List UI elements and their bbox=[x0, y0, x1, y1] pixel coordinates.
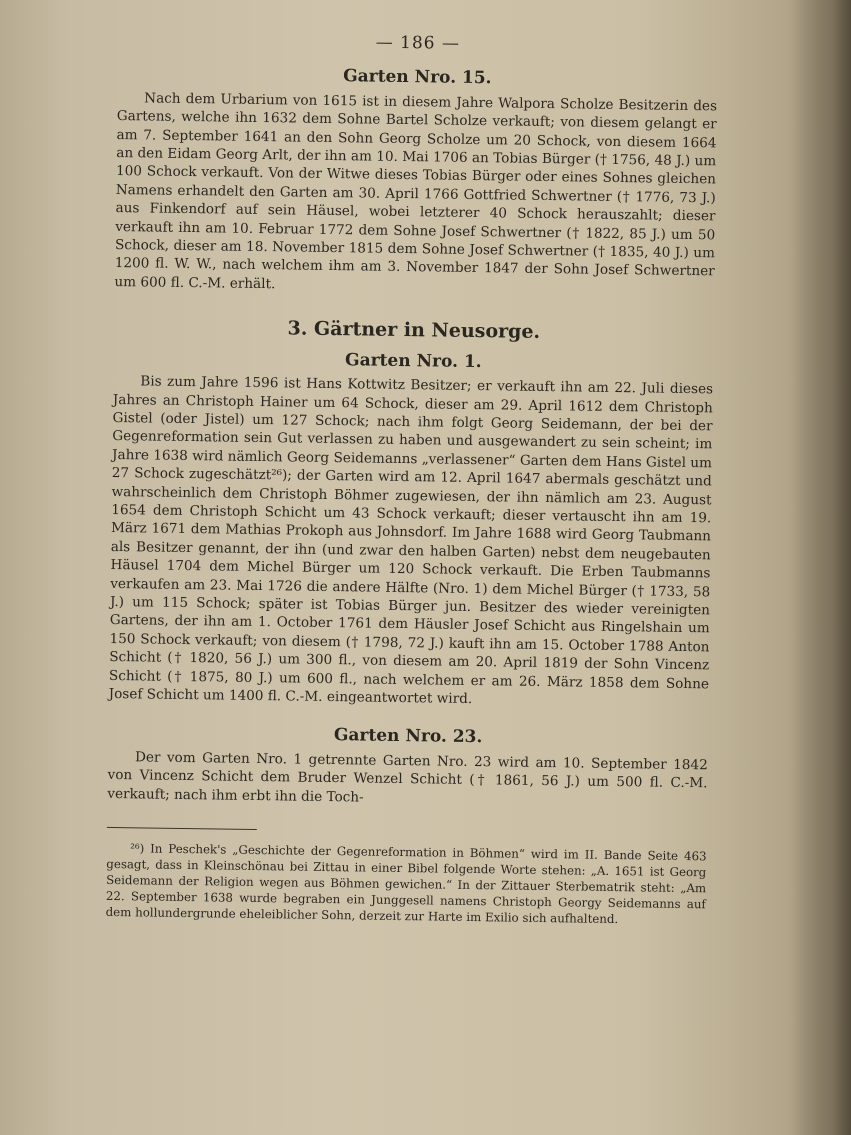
section-heading: Garten Nro. 15. bbox=[343, 66, 492, 89]
section-garten-1 bbox=[109, 348, 714, 712]
section-garten-23 bbox=[107, 723, 708, 811]
section-paragraph: Der vom Garten Nro. 1 getrennte Garten Nro. 23 wird am 10. September 1842 von Vincenz Schicht dem Bruder Wenzel Schicht († 1861, 56 J.) um 500 fl. C.-M. verkauft; nach ihm erbt ihn die Toch- bbox=[107, 749, 708, 806]
chapter-heading: 3. Gärtner in Neusorge. bbox=[287, 317, 541, 344]
section-heading: Garten Nro. 23. bbox=[333, 725, 483, 748]
section-paragraph: Bis zum Jahre 1596 ist Hans Kottwitz Besitzer; er verkauft ihn am 22. Juli dieses Jahres an Christoph Hainer um 64 Schock, dieser am 29. April 1612 dem Christoph Gistel (oder Jistel) um 127 Schock; nach ihm folgt Georg Seidemann, der bei der Gegenreformation sein Gut verlassen zu haben und ausgewandert zu sein scheint; im Jahre 1638 wird nämlich Georg Seidemanns „verlassener“ Garten dem Hans Gistel um 27 Schock zugeschätzt²⁶); der Garten wird am 12. April 1647 abermals geschätzt und wahrscheinlich dem Christoph Böhmer zugewiesen, der ihn nämlich am 23. August 1654 dem Christoph Schicht um 43 Schock verkauft; dieser vertauscht ihn am 19. März 1671 dem Mathias Prokoph aus Johnsdorf. Im Jahre 1688 wird Georg Taubmann als Besitzer genannt, der ihn (und zwar den halben Garten) nebst dem neugebauten Häusel 1704 dem Michel Bürger um 120 Schock verkauft. Die Erben Taubmanns verkaufen am 23. Mai 1726 die andere Hälfte (Nro. 1) dem Michel Bürger († 1733, 58 J.) um 115 Schock; später ist Tobias Bürger jun. Besitzer des wieder vereinigten Gartens, der ihn am 1. October 1761 dem Häusler Josef Schicht aus Ringelshain um 150 Schock verkauft; von diesem († 1798, 72 J.) kauft ihn am 15. October 1788 Anton Schicht († 1820, 56 J.) um 300 fl., von diesem am 20. April 1819 der Sohn Vincenz Schicht († 1875, 80 J.) um 600 fl., nach welchem er am 26. März 1858 dem Sohne Josef Schicht um 1400 fl. C.-M. eingeantwortet wird. bbox=[108, 373, 714, 708]
footnote-text: ²⁶) In Peschek's „Geschichte der Gegenreformation in Böhmen“ wird im II. Bande Seite 463 gesagt, dass in Kleinschönau bei Zittau in einer Bibel folgende Worte stehen: „A. 1651 ist Georg Seidemann der Religion wegen aus Böhmen gewichen.“ In der Zittauer Sterbematrik steht: „Am 22. September 1638 wurde begraben ein Junggesell namens Christoph Georgy Seidemanns auf dem hollundergrunde eheleiblicher Sohn, derzeit zur Harte im Exilio sich aufhaltend. bbox=[105, 841, 707, 927]
footnote bbox=[106, 840, 707, 928]
section-heading: Garten Nro. 1. bbox=[344, 349, 482, 372]
section-garten-15 bbox=[114, 64, 717, 299]
page-text bbox=[106, 30, 718, 928]
section-paragraph: Nach dem Urbarium von 1615 ist in diesem Jahre Walpora Scholze Besitzerin des Gartens, welche ihn 1632 dem Sohne Bartel Scholze verkauft; von diesem gelangt er am 7. September 1641 an den Sohn Georg Scholze um 20 Schock, von diesem 1664 an den Eidam Georg Arlt, der ihn am 10. Mai 1706 an Tobias Bürger († 1756, 48 J.) um 100 Schock verkauft. Von der Witwe dieses Tobias Bürger oder eines Sohnes gleichen Namens erhandelt den Garten am 30. April 1766 Gottfried Schwertner († 1776, 73 J.) aus Finkendorf auf sein Häusel, wobei letzterer 40 Schock herauszahlt; dieser verkauft ihn am 10. Februar 1772 dem Sohne Josef Schwertner († 1822, 85 J.) um 50 Schock, dieser am 18. November 1815 dem Sohne Josef Schwertner († 1835, 40 J.) um 1200 fl. W. W., nach welchem ihm am 3. November 1847 der Sohn Josef Schwertner um 600 fl. C.-M. erhält. bbox=[114, 90, 718, 293]
page-number: — 186 — bbox=[375, 32, 461, 54]
footnote-divider bbox=[107, 827, 257, 830]
